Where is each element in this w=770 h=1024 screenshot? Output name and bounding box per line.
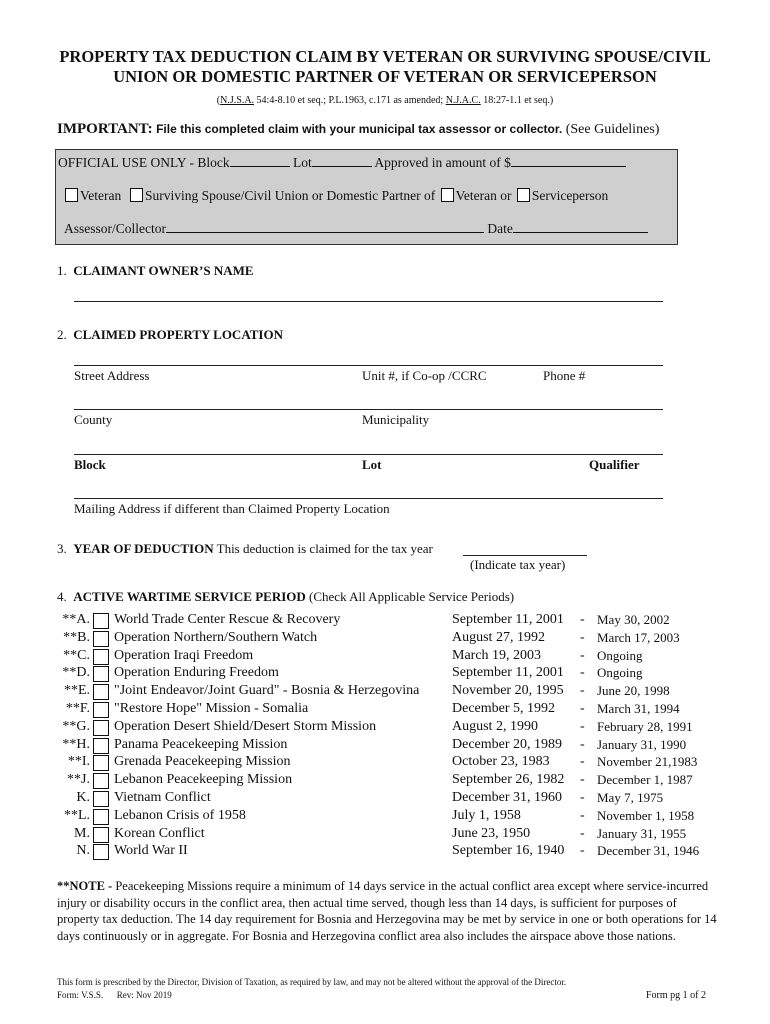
section-4-heading: 4. ACTIVE WARTIME SERVICE PERIOD (Check All Applicable Service Periods) xyxy=(57,589,515,604)
street-address-label: Street Address xyxy=(74,368,150,383)
service-start-date: September 11, 2001 xyxy=(452,612,564,627)
service-end-date: May 30, 2002 xyxy=(597,612,670,627)
service-end-date: December 1, 1987 xyxy=(597,772,693,788)
service-date-dash: - xyxy=(580,701,585,716)
service-period-checkbox[interactable] xyxy=(93,844,109,860)
block-lot-qualifier-field[interactable] xyxy=(74,454,663,455)
service-letter: **I. xyxy=(67,754,90,770)
service-period-row xyxy=(0,790,770,808)
service-letter: **F. xyxy=(65,701,90,716)
official-assessor-field[interactable] xyxy=(166,221,484,233)
service-period-row xyxy=(0,612,770,630)
service-name: Vietnam Conflict xyxy=(114,790,211,805)
service-end-date: Ongoing xyxy=(597,665,643,681)
service-start-date: March 19, 2003 xyxy=(452,647,542,663)
service-date-dash: - xyxy=(580,790,585,805)
service-date-dash: - xyxy=(580,629,585,645)
service-period-row xyxy=(0,648,770,666)
claimant-name-field[interactable] xyxy=(74,301,663,302)
official-use-box xyxy=(55,149,678,245)
service-period-checkbox[interactable] xyxy=(93,631,109,647)
service-period-checkbox[interactable] xyxy=(93,809,109,825)
service-letter: **B. xyxy=(63,629,90,645)
lot-label: Lot xyxy=(362,457,382,472)
phone-label: Phone # xyxy=(543,368,586,383)
service-end-date: December 31, 1946 xyxy=(597,843,700,859)
service-period-checkbox[interactable] xyxy=(93,649,109,665)
service-date-dash: - xyxy=(580,825,585,841)
service-end-date: January 31, 1955 xyxy=(597,825,687,841)
service-date-dash: - xyxy=(580,843,585,859)
important-label: IMPORTANT: xyxy=(57,121,153,137)
service-start-date: December 5, 1992 xyxy=(452,701,556,716)
service-letter: **A. xyxy=(62,612,90,627)
qualifier-label: Qualifier xyxy=(589,457,640,472)
official-amount-field[interactable] xyxy=(511,155,626,167)
service-name: Lebanon Crisis of 1958 xyxy=(114,807,246,823)
unit-label: Unit #, if Co-op /CCRC xyxy=(362,368,487,383)
service-name: World Trade Center Rescue & Recovery xyxy=(114,612,341,627)
footer-form-id: Form: V.S.S. Rev: Nov 2019 xyxy=(57,990,172,1000)
service-period-row xyxy=(0,737,770,755)
service-letter: **C. xyxy=(63,647,90,663)
official-approved-label: Approved in amount of $ xyxy=(374,155,511,170)
service-name: Panama Peacekeeping Mission xyxy=(114,736,288,752)
official-surviving-label: Surviving Spouse/Civil Union or Domestic Partner of xyxy=(144,188,436,203)
service-start-date: September 16, 1940 xyxy=(452,843,565,859)
form-title-line-2: UNION OR DOMESTIC PARTNER OF VETERAN OR SERVICEPERSON xyxy=(113,67,657,86)
service-letter: **L. xyxy=(63,807,90,823)
service-date-dash: - xyxy=(580,736,585,752)
service-period-checkbox[interactable] xyxy=(93,738,109,754)
legal-citation: (N.J.S.A. 54:4-8.10 et seq.; P.L.1963, c.171 as amended; N.J.A.C. 18:27-1.1 et seq.) xyxy=(216,95,554,106)
county-label: County xyxy=(74,412,113,427)
official-date-field[interactable] xyxy=(513,221,648,233)
service-period-checkbox[interactable] xyxy=(93,755,109,771)
official-surviving-checkbox[interactable] xyxy=(130,188,143,202)
footer-page-number: Form pg 1 of 2 xyxy=(646,990,706,1001)
note-text: Peacekeeping Missions require a minimum of 14 days service in the actual conflict area except where service-incurred injury or disability occurs in the conflict area, then actual time served, though less than 14 days, is sufficient for purposes of property tax deduction. The 14 day requirement for Bosnia and Herzegovina may be met by service in one or both operations for 14 days continuously or in aggregate. For Bosnia and Herzegovina conflict area also includes the airspace above those nations. xyxy=(57,879,717,943)
service-name: Korean Conflict xyxy=(114,825,205,841)
official-veteran-or-checkbox[interactable] xyxy=(441,188,454,202)
service-date-dash: - xyxy=(580,754,585,770)
service-period-row xyxy=(0,754,770,772)
service-date-dash: - xyxy=(580,807,585,823)
service-letter: M. xyxy=(74,825,90,841)
service-letter: K. xyxy=(76,790,90,805)
municipality-label: Municipality xyxy=(362,412,430,427)
service-start-date: July 1, 1958 xyxy=(452,807,521,823)
official-veteran-or-label: Veteran or xyxy=(455,188,512,203)
service-date-dash: - xyxy=(580,665,585,681)
official-serviceperson-checkbox[interactable] xyxy=(517,188,530,202)
service-period-row xyxy=(0,772,770,790)
service-name: "Restore Hope" Mission - Somalia xyxy=(114,701,309,716)
service-period-row xyxy=(0,808,770,826)
county-municipality-field[interactable] xyxy=(74,409,663,410)
service-period-checkbox[interactable] xyxy=(93,827,109,843)
section-3-heading: 3. YEAR OF DEDUCTION This deduction is claimed for the tax year xyxy=(57,541,433,556)
service-end-date: Ongoing xyxy=(597,647,643,663)
service-date-dash: - xyxy=(580,683,585,699)
service-start-date: August 27, 1992 xyxy=(452,629,545,645)
form-title-line-1: PROPERTY TAX DEDUCTION CLAIM BY VETERAN OR SURVIVING SPOUSE/CIVIL xyxy=(59,47,711,66)
service-name: Operation Desert Shield/Desert Storm Mission xyxy=(114,718,377,734)
official-date-label: Date xyxy=(487,221,513,236)
service-end-date: March 17, 2003 xyxy=(597,629,680,645)
service-end-date: November 21,1983 xyxy=(597,754,698,770)
official-veteran-checkbox[interactable] xyxy=(65,188,78,202)
important-suffix: (See Guidelines) xyxy=(562,122,660,137)
service-name: Lebanon Peacekeeping Mission xyxy=(114,772,293,788)
service-date-dash: - xyxy=(580,718,585,734)
service-period-checkbox[interactable] xyxy=(93,702,109,718)
service-end-date: June 20, 1998 xyxy=(597,683,670,699)
official-block-field[interactable] xyxy=(230,155,290,167)
service-date-dash: - xyxy=(580,612,585,627)
service-start-date: September 11, 2001 xyxy=(452,665,564,681)
service-name: Grenada Peacekeeping Mission xyxy=(114,754,291,770)
service-period-row xyxy=(0,683,770,701)
official-serviceperson-label: Serviceperson xyxy=(531,188,609,203)
service-end-date: February 28, 1991 xyxy=(597,718,693,734)
block-label: Block xyxy=(74,457,106,472)
service-end-date: January 31, 1990 xyxy=(597,736,687,752)
service-period-row xyxy=(0,630,770,648)
official-lot-field[interactable] xyxy=(312,155,372,167)
tax-year-field[interactable] xyxy=(463,555,587,556)
mailing-address-field[interactable] xyxy=(74,498,663,499)
service-period-row xyxy=(0,719,770,737)
service-start-date: December 20, 1989 xyxy=(452,736,563,752)
service-start-date: October 23, 1983 xyxy=(452,754,550,770)
service-name: Operation Northern/Southern Watch xyxy=(114,629,318,645)
service-period-checkbox[interactable] xyxy=(93,720,109,736)
peacekeeping-note xyxy=(57,878,717,944)
service-start-date: December 31, 1960 xyxy=(452,790,563,805)
service-letter: N. xyxy=(76,843,90,859)
service-start-date: August 2, 1990 xyxy=(452,718,538,734)
street-address-field[interactable] xyxy=(74,365,663,366)
service-period-checkbox[interactable] xyxy=(93,666,109,682)
service-date-dash: - xyxy=(580,647,585,663)
official-assessor-label: Assessor/Collector xyxy=(64,221,166,236)
service-name: Operation Enduring Freedom xyxy=(114,665,279,681)
service-end-date: May 7, 1975 xyxy=(597,790,664,805)
service-start-date: June 23, 1950 xyxy=(452,825,531,841)
service-letter: **J. xyxy=(67,772,90,788)
service-start-date: September 26, 1982 xyxy=(452,772,565,788)
service-start-date: November 20, 1995 xyxy=(452,683,564,699)
service-letter: **D. xyxy=(62,665,90,681)
service-period-checkbox[interactable] xyxy=(93,613,109,629)
service-date-dash: - xyxy=(580,772,585,788)
note-label: **NOTE - xyxy=(57,879,116,893)
mailing-address-label: Mailing Address if different than Claimed Property Location xyxy=(74,501,390,516)
service-letter: **H. xyxy=(62,736,90,752)
service-period-checkbox[interactable] xyxy=(93,773,109,789)
official-use-block-label: OFFICIAL USE ONLY - Block xyxy=(58,155,230,170)
section-2-heading: 2. CLAIMED PROPERTY LOCATION xyxy=(57,327,283,342)
service-period-row xyxy=(0,701,770,719)
service-letter: **E. xyxy=(63,683,90,699)
official-lot-label: Lot xyxy=(293,155,312,170)
service-period-row xyxy=(0,665,770,683)
service-period-row xyxy=(0,843,770,861)
official-veteran-label: Veteran xyxy=(80,188,122,203)
service-end-date: November 1, 1958 xyxy=(597,807,695,823)
important-text: File this completed claim with your municipal tax assessor or collector. xyxy=(156,122,563,136)
footer-disclaimer: This form is prescribed by the Director, Division of Taxation, as required by law, and may not be altered without the approval of the Director. xyxy=(57,977,567,987)
service-period-checkbox[interactable] xyxy=(93,791,109,807)
important-notice xyxy=(57,121,659,138)
tax-year-hint: (Indicate tax year) xyxy=(470,557,566,572)
service-name: World War II xyxy=(114,843,188,859)
service-period-checkbox[interactable] xyxy=(93,684,109,700)
service-letter: **G. xyxy=(62,718,90,734)
service-name: "Joint Endeavor/Joint Guard" - Bosnia & Herzegovina xyxy=(114,683,420,699)
service-end-date: March 31, 1994 xyxy=(597,701,680,716)
service-name: Operation Iraqi Freedom xyxy=(114,647,254,663)
service-period-row xyxy=(0,826,770,844)
section-1-heading: 1. CLAIMANT OWNER’S NAME xyxy=(57,263,254,278)
